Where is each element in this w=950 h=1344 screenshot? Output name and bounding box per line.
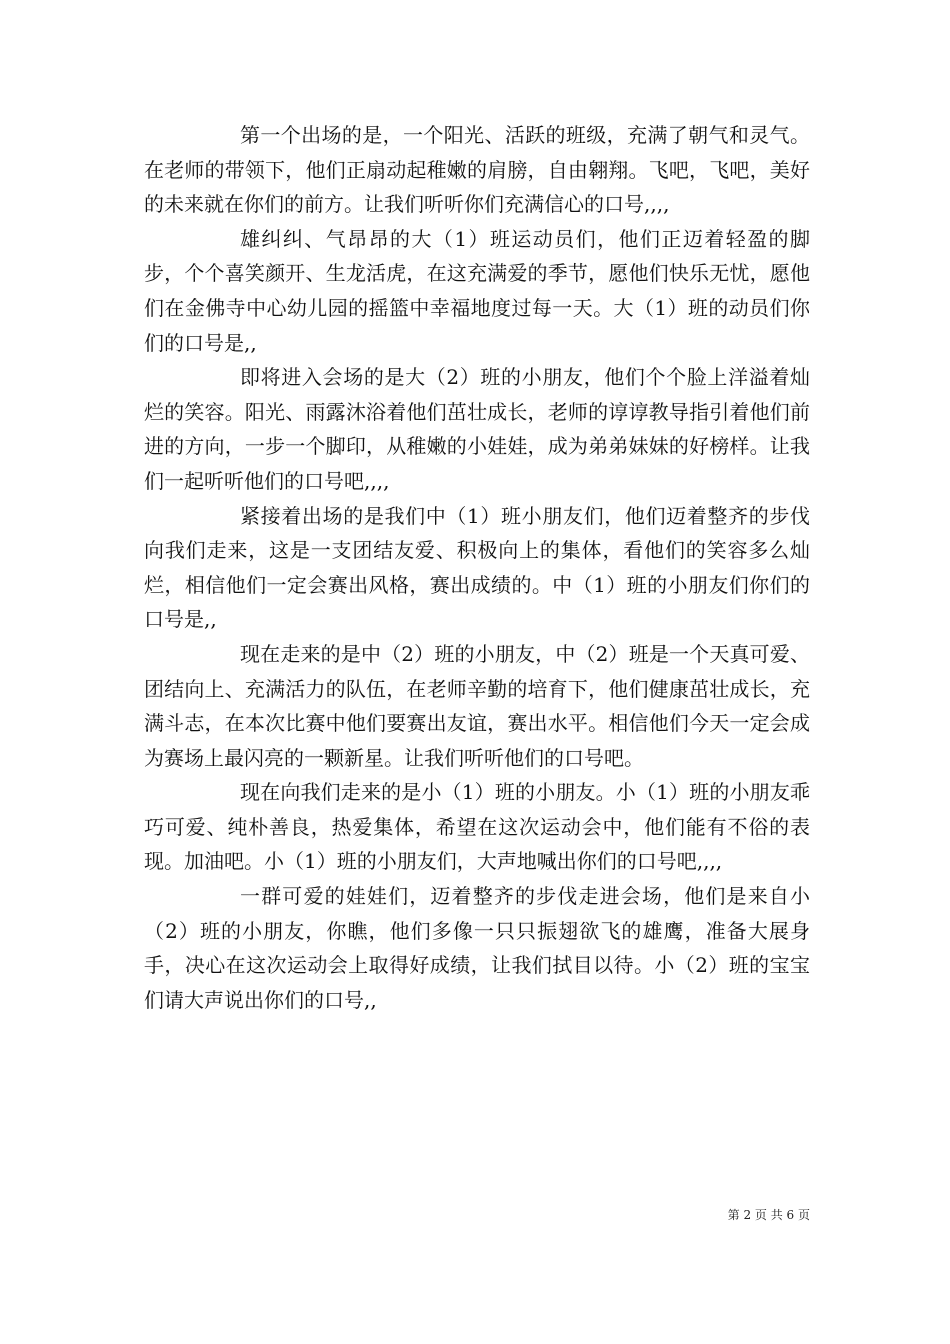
page-number-footer: 第 2 页 共 6 页 <box>727 1208 810 1222</box>
paragraph-1: 第一个出场的是，一个阳光、活跃的班级，充满了朝气和灵气。在老师的带领下，他们正扇动起稚嫩的肩膀，自由翱翔。飞吧，飞吧，美好的未来就在你们的前方。让我们听听你们充满信心的口号,,,, <box>144 123 810 217</box>
paragraph-4: 紧接着出场的是我们中（1）班小朋友们，他们迈着整齐的步伐向我们走来，这是一支团结友爱、积极向上的集体，看他们的笑容多么灿烂，相信他们一定会赛出风格，赛出成绩的。中（1）班的小朋友们你们的口号是,, <box>144 503 810 632</box>
paragraph-7: 一群可爱的娃娃们，迈着整齐的步伐走进会场，他们是来自小（2）班的小朋友，你瞧，他们多像一只只振翅欲飞的雄鹰，准备大展身手，决心在这次运动会上取得好成绩，让我们拭目以待。小（2）班的宝宝们请大声说出你们的口号,, <box>144 884 810 1012</box>
paragraph-5: 现在走来的是中（2）班的小朋友，中（2）班是一个天真可爱、团结向上、充满活力的队伍，在老师辛勤的培育下，他们健康茁壮成长，充满斗志，在本次比赛中他们要赛出友谊，赛出水平。相信他们今天一定会成为赛场上最闪亮的一颗新星。让我们听听他们的口号吧。 <box>144 641 810 770</box>
paragraph-3: 即将进入会场的是大（2）班的小朋友，他们个个脸上洋溢着灿烂的笑容。阳光、雨露沐浴着他们茁壮成长，老师的谆谆教导指引着他们前进的方向，一步一个脚印，从稚嫩的小娃娃，成为弟弟妹妹的好榜样。让我们一起听听他们的口号吧,,,, <box>144 365 810 493</box>
paragraph-6: 现在向我们走来的是小（1）班的小朋友。小（1）班的小朋友乖巧可爱、纯朴善良，热爱集体，希望在这次运动会中，他们能有不俗的表现。加油吧。小（1）班的小朋友们，大声地喊出你们的口号吧,,,, <box>144 780 810 874</box>
document-body <box>144 118 810 1017</box>
paragraph-2: 雄纠纠、气昂昂的大（1）班运动员们，他们正迈着轻盈的脚步，个个喜笑颜开、生龙活虎，在这充满爱的季节，愿他们快乐无忧，愿他们在金佛寺中心幼儿园的摇篮中幸福地度过每一天。大（1）班的动员们你们的口号是,, <box>144 226 810 355</box>
